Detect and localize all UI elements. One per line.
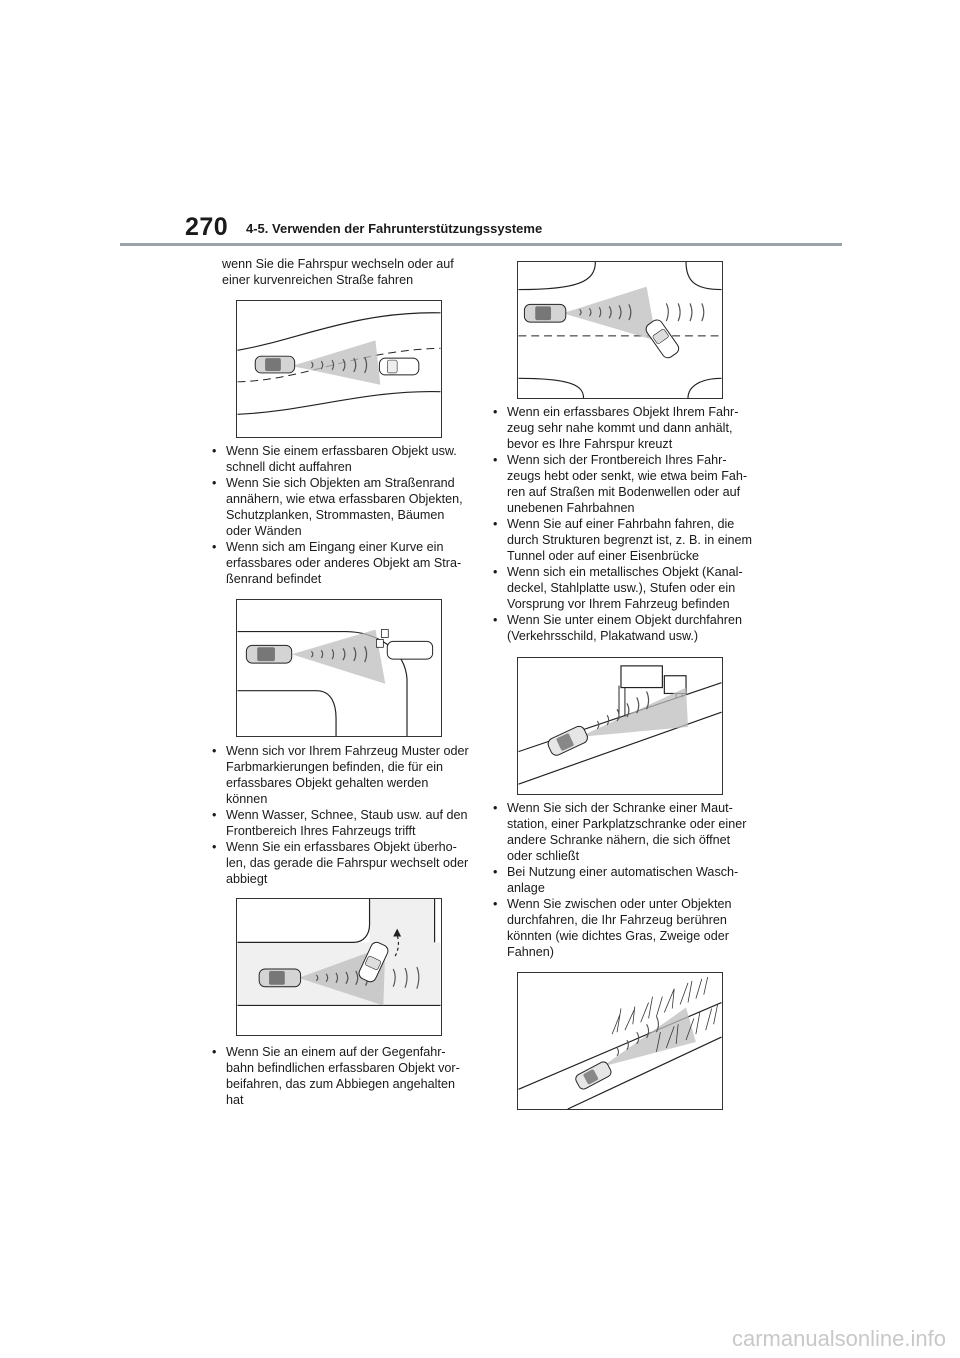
- crossing-vehicle-illustration: [518, 262, 722, 398]
- figure-turning-vehicle: [236, 898, 442, 1036]
- bullet-list-1-block: [209, 443, 471, 587]
- list-item: • Wenn Sie unter einem Objekt durchfahren (Verkehrsschild, Plakatwand usw.): [490, 612, 752, 644]
- bullet-list-5-block: [490, 800, 752, 960]
- list-item: • Wenn Sie sich Objekten am Straßenrand annähern, wie etwa erfassbaren Objekten, Schutzplanken, Strommasten, Bäumen oder Wänden: [209, 475, 471, 539]
- figure-curvy-road: [236, 300, 442, 438]
- bullet-list-1: [209, 443, 471, 587]
- figure-overhead-sign: [517, 657, 723, 795]
- list-item: • Wenn Wasser, Schnee, Staub usw. auf den Frontbereich Ihres Fahrzeugs trifft: [209, 807, 471, 839]
- bullet-list-3-block: [209, 1044, 471, 1108]
- overhead-sign-illustration: [518, 658, 722, 794]
- page-number: 270: [185, 213, 229, 241]
- bullet-list-2-block: [209, 743, 471, 887]
- list-item: • Wenn sich vor Ihrem Fahrzeug Muster oder Farbmarkierungen befinden, die für ein erfassbares Objekt gehalten werden können: [209, 743, 471, 807]
- figure-curve-entrance: [236, 599, 442, 737]
- bullet-list-2: [209, 743, 471, 887]
- section-title: 4-5. Verwenden der Fahrunterstützungssysteme: [246, 221, 543, 236]
- figure-dense-grass: [517, 972, 723, 1110]
- bullet-list-4-block: [490, 404, 752, 644]
- list-item: • Wenn sich ein metallisches Objekt (Kanal-deckel, Stahlplatte usw.), Stufen oder ein Vorsprung vor Ihrem Fahrzeug befinden: [490, 564, 752, 612]
- dense-grass-illustration: [518, 973, 722, 1109]
- list-item: • Wenn Sie sich der Schranke einer Maut-station, einer Parkplatzschranke oder einer andere Schranke nähern, die sich öffnet oder schließt: [490, 800, 752, 864]
- header-divider: [120, 243, 842, 246]
- list-item: • Wenn Sie auf einer Fahrbahn fahren, die durch Strukturen begrenzt ist, z. B. in einem Tunnel oder auf einer Eisenbrücke: [490, 516, 752, 564]
- list-item: • Bei Nutzung einer automatischen Wasch-anlage: [490, 864, 752, 896]
- curvy-road-illustration: [237, 301, 441, 437]
- turning-vehicle-illustration: [237, 899, 441, 1035]
- list-item: • Wenn ein erfassbares Objekt Ihrem Fahr-zeug sehr nahe kommt und dann anhält, bevor es Ihre Fahrspur kreuzt: [490, 404, 752, 452]
- bullet-list-5: [490, 800, 752, 960]
- list-item: • Wenn Sie an einem auf der Gegenfahr-bahn befindlichen erfassbaren Objekt vor-beifahren, das zum Abbiegen angehalten hat: [209, 1044, 471, 1108]
- bullet-list-4: [490, 404, 752, 644]
- intro-text: wenn Sie die Fahrspur wechseln oder auf einer kurvenreichen Straße fahren: [222, 257, 454, 287]
- intro-text-block: [222, 256, 472, 288]
- list-item: • Wenn sich am Eingang einer Kurve ein erfassbares oder anderes Objekt am Stra-ßenrand befindet: [209, 539, 471, 587]
- list-item: • Wenn sich der Frontbereich Ihres Fahr-zeugs hebt oder senkt, wie etwa beim Fah-ren auf Straßen mit Bodenwellen oder auf unebenen Fahrbahnen: [490, 452, 752, 516]
- figure-crossing-vehicle: [517, 261, 723, 399]
- watermark: carmanualsonline.info: [731, 1326, 946, 1351]
- list-item: • Wenn Sie ein erfassbares Objekt überho-len, das gerade die Fahrspur wechselt oder abbiegt: [209, 839, 471, 887]
- list-item: • Wenn Sie zwischen oder unter Objekten durchfahren, die Ihr Fahrzeug berühren könnten (wie dichtes Gras, Zweige oder Fahnen): [490, 896, 752, 960]
- curve-entrance-illustration: [237, 600, 441, 736]
- list-item: • Wenn Sie einem erfassbaren Objekt usw. schnell dicht auffahren: [209, 443, 471, 475]
- bullet-list-3: [209, 1044, 471, 1108]
